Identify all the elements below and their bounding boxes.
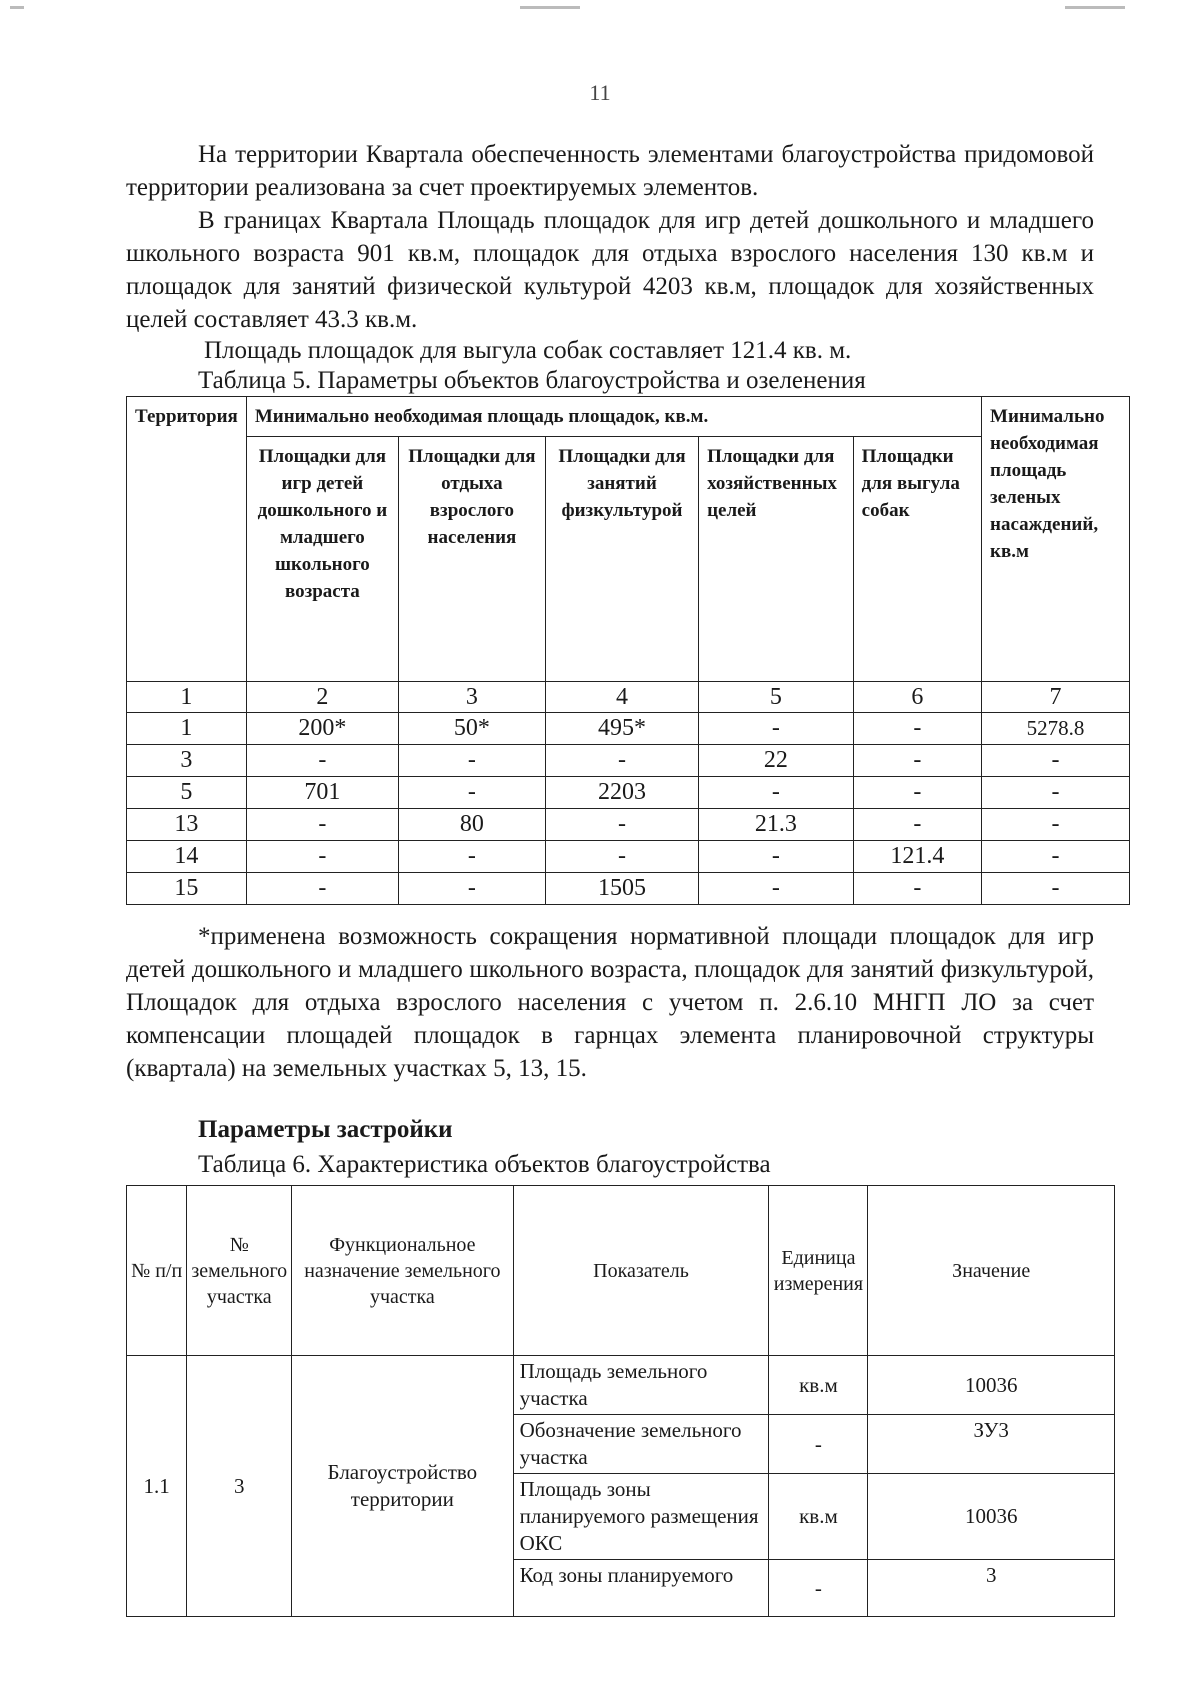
function-cell: Благоустройство территории — [292, 1356, 513, 1617]
table-cell: - — [545, 809, 698, 841]
header-function: Функциональное назначение земельного участка — [292, 1186, 513, 1356]
table-cell: 200* — [246, 713, 398, 745]
table-cell: 1505 — [545, 873, 698, 905]
header-plot-number: № земельного участка — [187, 1186, 292, 1356]
table-cell: 5278.8 — [982, 713, 1130, 745]
table-row — [127, 841, 1130, 873]
table-cell: - — [853, 745, 981, 777]
footnote: *применена возможность сокращения нормативной площади площадок для игр детей дошкольного и младшего школьного возраста, площадок для занятий физкультурой, Площадок для отдыха взрослого населения с учетом п. 2.6.10 МНГП ЛО за счет компенсации площадей площадок в гарнцах элемента планировочной структуры (квартала) на земельных участках 5, 13, 15. — [126, 923, 1094, 1082]
indicator-cell: Площадь земельного участка — [513, 1356, 769, 1415]
table-cell: - — [246, 809, 398, 841]
value-cell: 10036 — [868, 1474, 1115, 1560]
table-cell: - — [398, 873, 545, 905]
table-cell: - — [398, 841, 545, 873]
unit-cell: кв.м — [769, 1356, 868, 1415]
table-cell: - — [699, 841, 854, 873]
col-number: 2 — [246, 682, 398, 713]
table-cell: 121.4 — [853, 841, 981, 873]
indicator-cell: Площадь зоны планируемого размещения ОКС — [513, 1474, 769, 1560]
header-territory: Территория — [127, 397, 247, 682]
table-cell: 13 — [127, 809, 247, 841]
table-cell: - — [246, 873, 398, 905]
paragraph-1: На территории Квартала обеспеченность элементами благоустройства придомовой территории реализована за счет проектируемых элементов. — [126, 141, 1094, 201]
table-cell: - — [699, 873, 854, 905]
header-adult-rest: Площадки для отдыха взрослого населения — [398, 437, 545, 682]
table-cell: 3 — [127, 745, 247, 777]
paragraph-2: В границах Квартала Площадь площадок для игр детей дошкольного и младшего школьного возраста 901 кв.м, площадок для отдыха взрослого населения 130 кв.м и площадок для занятий физической культурой 4203 кв.м, площадок для хозяйственных целей составляет 43.3 кв.м. — [126, 207, 1094, 333]
table-cell: 14 — [127, 841, 247, 873]
page-number: 11 — [589, 80, 611, 105]
table-cell: 5 — [127, 777, 247, 809]
table-cell: - — [246, 745, 398, 777]
table-cell: - — [982, 777, 1130, 809]
table-row — [127, 713, 1130, 745]
table-row — [127, 745, 1130, 777]
header-sports: Площадки для занятий физкультурой — [545, 437, 698, 682]
indicator-cell: Код зоны планируемого — [513, 1560, 769, 1617]
col-number: 5 — [699, 682, 854, 713]
table-cell: - — [982, 809, 1130, 841]
indicator-cell: Обозначение земельного участка — [513, 1415, 769, 1474]
table-row — [127, 809, 1130, 841]
unit-cell: - — [769, 1415, 868, 1474]
table-cell: 495* — [545, 713, 698, 745]
table6-caption: Таблица 6. Характеристика объектов благоустройства — [198, 1151, 771, 1178]
header-value: Значение — [868, 1186, 1115, 1356]
header-green-area: Минимально необходимая площадь зеленых насаждений, кв.м — [982, 397, 1130, 682]
header-kids-playgrounds: Площадки для игр детей дошкольного и младшего школьного возраста — [246, 437, 398, 682]
scan-artifact — [1065, 6, 1125, 9]
table-cell: - — [853, 809, 981, 841]
value-cell: 3 — [868, 1560, 1115, 1617]
table-cell: - — [982, 745, 1130, 777]
header-row-number: № п/п — [127, 1186, 187, 1356]
table-cell: - — [699, 777, 854, 809]
table-cell: 80 — [398, 809, 545, 841]
table5 — [126, 396, 1130, 905]
unit-cell: - — [769, 1560, 868, 1617]
table-cell: 21.3 — [699, 809, 854, 841]
paragraph-3: Площадь площадок для выгула собак составляет 121.4 кв. м. — [204, 337, 852, 364]
section-heading: Параметры застройки — [198, 1116, 453, 1143]
table-cell: - — [853, 777, 981, 809]
header-min-area-group: Минимально необходимая площадь площадок, кв.м. — [246, 397, 981, 437]
table6 — [126, 1185, 1115, 1617]
table-cell: - — [545, 841, 698, 873]
table-cell: - — [246, 841, 398, 873]
table-cell: - — [398, 777, 545, 809]
table5-caption: Таблица 5. Параметры объектов благоустройства и озеленения — [198, 367, 866, 394]
col-number: 3 — [398, 682, 545, 713]
header-household: Площадки для хозяйственных целей — [699, 437, 854, 682]
row-number-cell: 1.1 — [127, 1356, 187, 1617]
table-cell: - — [545, 745, 698, 777]
table-cell: 22 — [699, 745, 854, 777]
header-unit: Единица измерения — [769, 1186, 868, 1356]
table-cell: 1 — [127, 713, 247, 745]
value-cell: ЗУ3 — [868, 1415, 1115, 1474]
table-cell: - — [398, 745, 545, 777]
table-cell: 701 — [246, 777, 398, 809]
col-number: 7 — [982, 682, 1130, 713]
table-cell: 15 — [127, 873, 247, 905]
column-number-row — [127, 682, 1130, 713]
table-cell: - — [853, 873, 981, 905]
col-number: 1 — [127, 682, 247, 713]
value-cell: 10036 — [868, 1356, 1115, 1415]
table-cell: 50* — [398, 713, 545, 745]
table-row — [127, 777, 1130, 809]
table-cell: 2203 — [545, 777, 698, 809]
header-dog-walking: Площадки для выгула собак — [853, 437, 981, 682]
table-row — [127, 873, 1130, 905]
table-cell: - — [699, 713, 854, 745]
table-cell: - — [853, 713, 981, 745]
table-cell: - — [982, 873, 1130, 905]
unit-cell: кв.м — [769, 1474, 868, 1560]
table-cell: - — [982, 841, 1130, 873]
scan-artifact — [10, 6, 24, 9]
scan-artifact — [520, 6, 580, 9]
header-indicator: Показатель — [513, 1186, 769, 1356]
plot-number-cell: 3 — [187, 1356, 292, 1617]
col-number: 6 — [853, 682, 981, 713]
col-number: 4 — [545, 682, 698, 713]
